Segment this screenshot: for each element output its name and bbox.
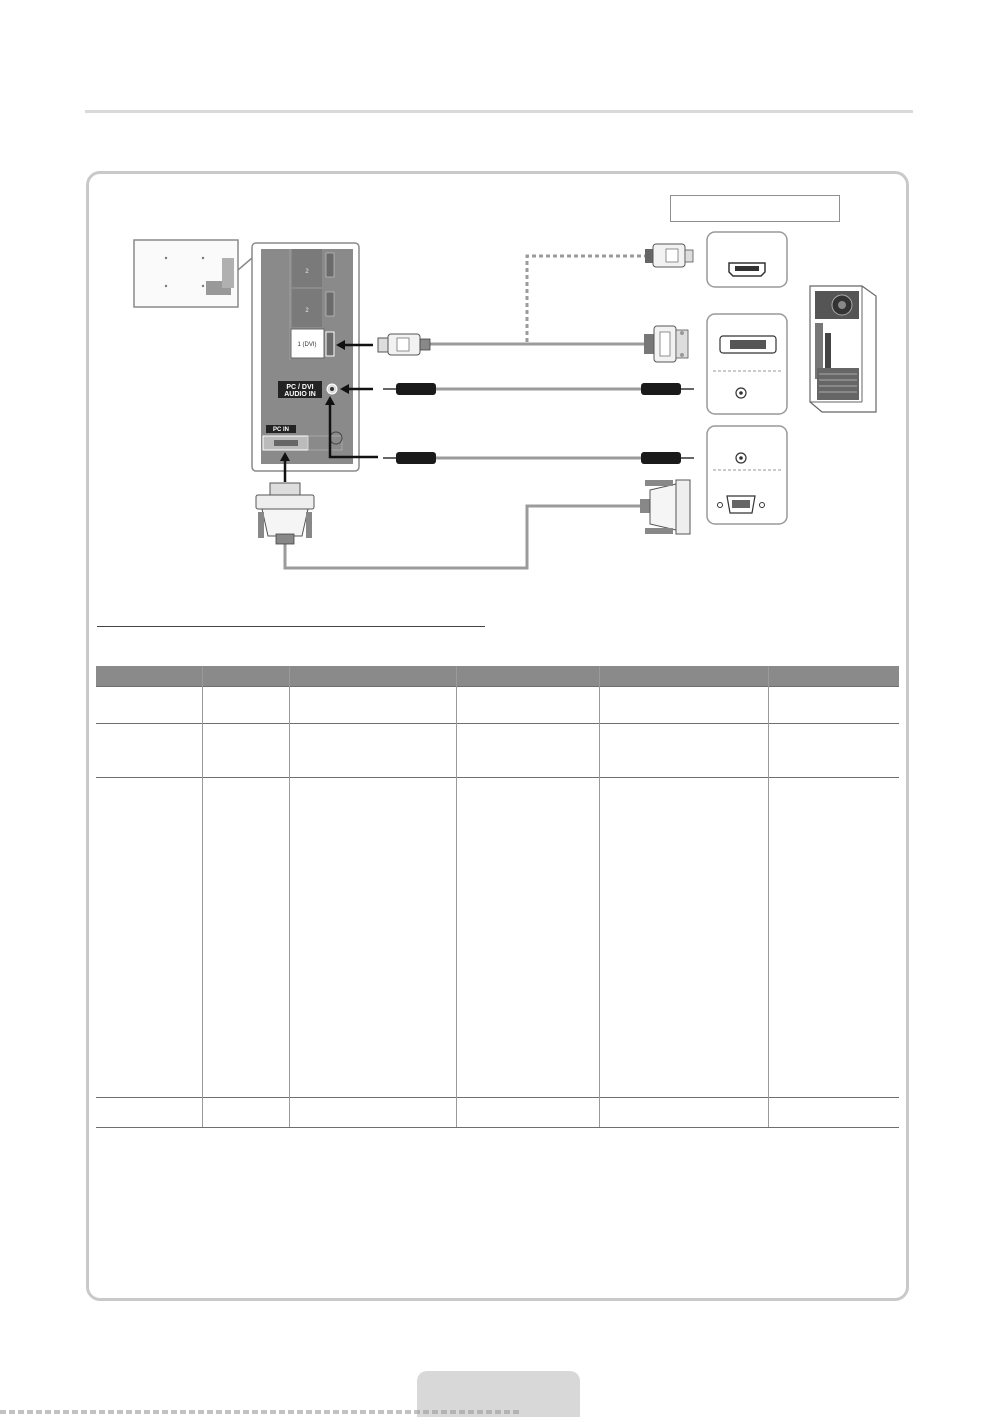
connection-diagram <box>0 0 997 620</box>
dvi-plug <box>644 326 688 362</box>
d-sub-plug-left <box>256 483 314 544</box>
table-col-divider <box>202 666 203 1127</box>
table-rule <box>96 1127 899 1128</box>
audio-plug-2-left <box>383 452 436 464</box>
hdmi-port-1-dvi-label: 1 (DVI) <box>297 342 317 348</box>
pc-in-label: PC IN <box>272 427 290 433</box>
table-col-divider <box>768 666 769 1127</box>
pc-tower-icon <box>810 286 876 412</box>
dvi-audio-device-box <box>707 314 787 414</box>
d-sub-cable <box>285 506 640 568</box>
audio-plug-1-left <box>383 383 436 395</box>
pc-dvi-audio-label-line1: PC / DVI <box>286 384 314 391</box>
section-heading-rule <box>97 626 485 627</box>
hdmi-port-2b-label: 2 <box>305 308 309 314</box>
hdmi-port-2a-label: 2 <box>305 269 309 275</box>
table-col-divider <box>289 666 290 1127</box>
hdmi-cable-dashed <box>527 256 645 342</box>
table-rule <box>96 723 899 724</box>
table-rule <box>96 686 899 687</box>
dsub-audio-device-box <box>707 426 787 524</box>
table-col-divider <box>599 666 600 1127</box>
hdmi-device-box <box>707 232 787 287</box>
hdmi-plug-left <box>378 334 430 355</box>
tv-back-thumbnail <box>134 240 252 307</box>
table-rule <box>96 1097 899 1098</box>
audio-plug-2-right <box>641 452 694 464</box>
audio-plug-1-right <box>641 383 694 395</box>
d-sub-plug-right <box>640 480 690 534</box>
table-rule <box>96 777 899 778</box>
footer-print-line <box>0 1410 520 1414</box>
table-header-bar <box>96 666 899 686</box>
hdmi-plug-right <box>645 244 693 267</box>
table-col-divider <box>456 666 457 1127</box>
pc-dvi-audio-label-line2: AUDIO IN <box>284 391 316 398</box>
